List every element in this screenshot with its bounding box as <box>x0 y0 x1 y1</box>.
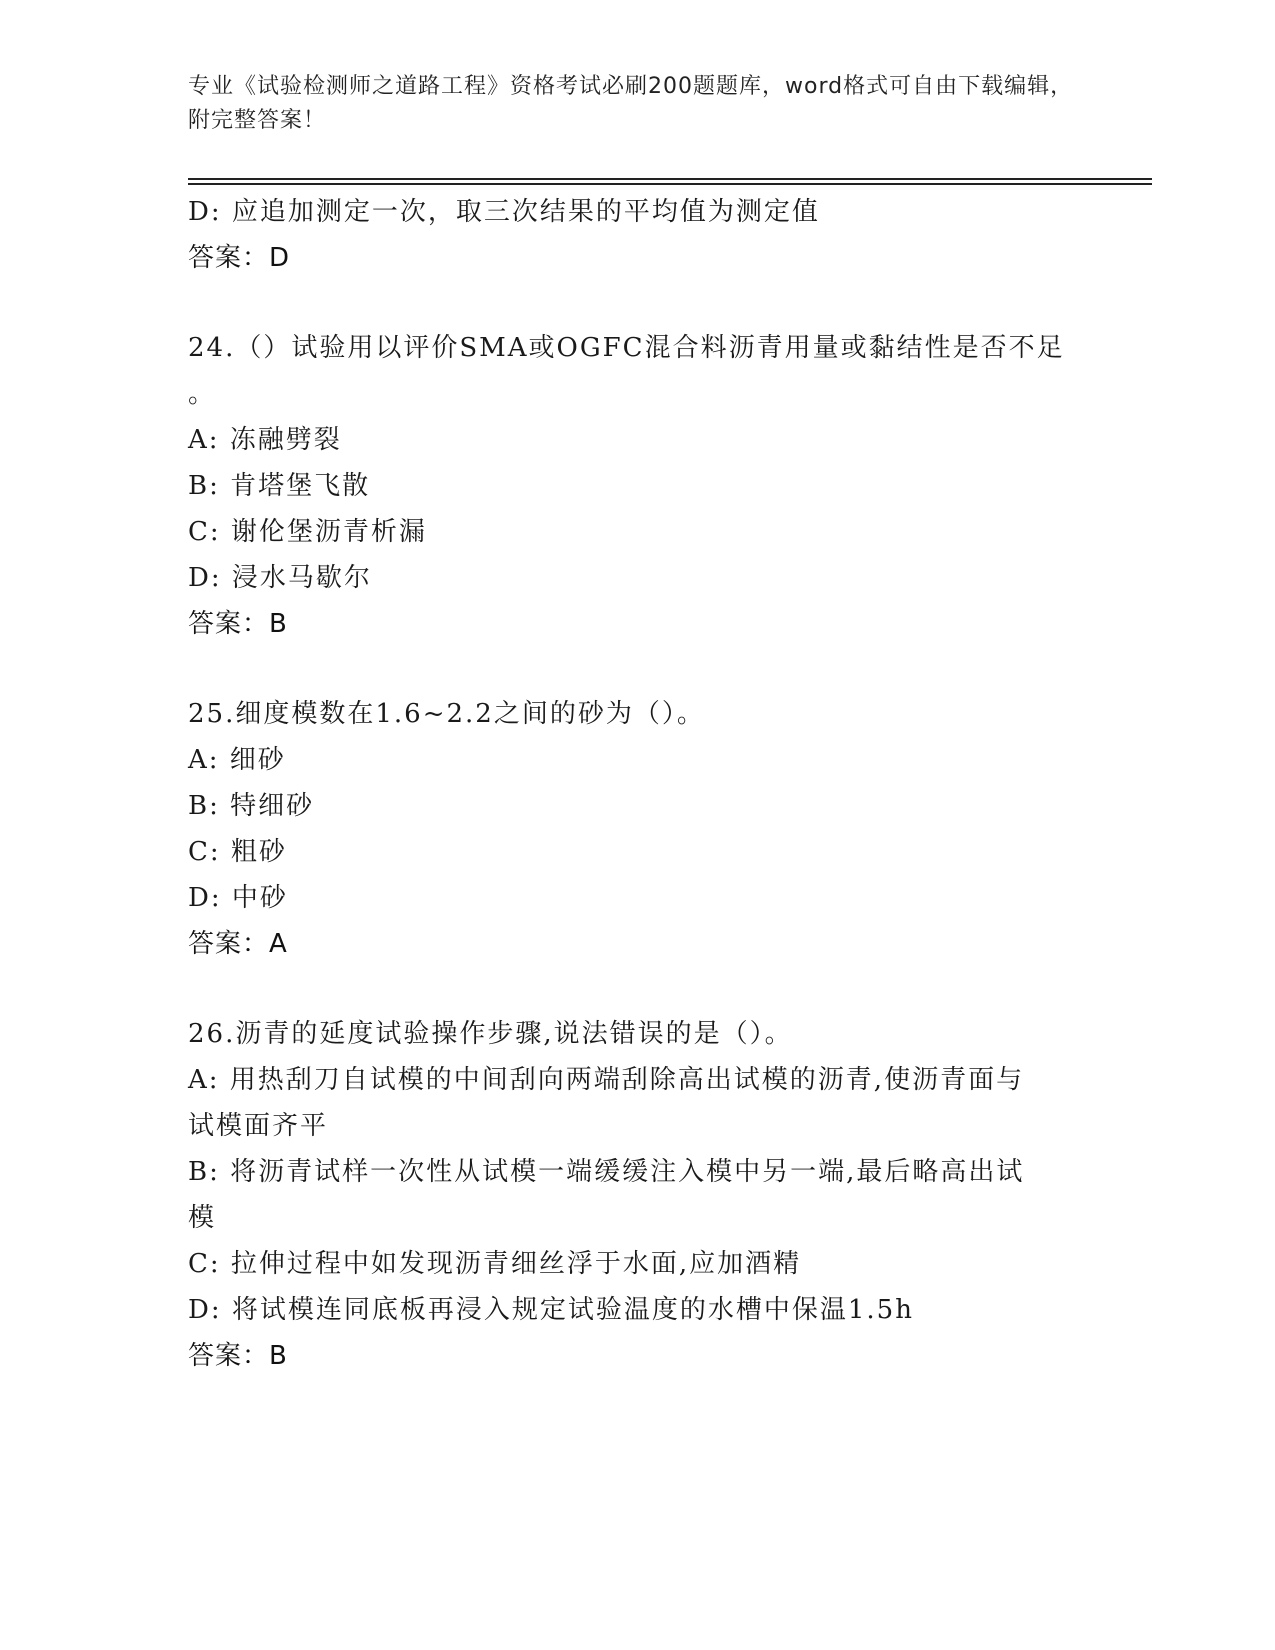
question-24 <box>188 325 1068 647</box>
header-rule-bottom <box>188 183 1152 185</box>
question-stem: 26.沥青的延度试验操作步骤,说法错误的是（）。 <box>188 1019 793 1049</box>
question-23-continuation <box>188 189 1068 281</box>
header-rule-top <box>188 178 1152 180</box>
option-b: B: 特细砂 <box>188 791 315 821</box>
option-a: A: 用热刮刀自试模的中间刮向两端刮除高出试模的沥青,使沥青面与 <box>188 1065 1025 1095</box>
option-a: A: 细砂 <box>188 745 286 775</box>
question-25 <box>188 691 1068 967</box>
option-b-continuation: 模 <box>188 1203 217 1233</box>
question-content <box>188 189 1068 1379</box>
answer: 答案：B <box>188 1341 288 1371</box>
option-c: C: 拉伸过程中如发现沥青细丝浮于水面,应加酒精 <box>188 1249 802 1279</box>
question-stem: 25.细度模数在1.6~2.2之间的砂为（）。 <box>188 699 705 729</box>
answer: 答案：D <box>188 243 291 273</box>
document-header: 专业《试验检测师之道路工程》资格考试必刷200题题库，word格式可自由下载编辑，附完整答案！ <box>188 74 1074 133</box>
question-26 <box>188 1011 1068 1379</box>
question-stem-continuation: 。 <box>188 379 217 409</box>
answer: 答案：A <box>188 929 288 959</box>
option-d: D: 将试模连同底板再浸入规定试验温度的水槽中保温1.5h <box>188 1295 914 1325</box>
option-a: A: 冻融劈裂 <box>188 425 342 455</box>
option-c: C: 谢伦堡沥青析漏 <box>188 517 427 547</box>
option-c: C: 粗砂 <box>188 837 287 867</box>
option-b: B: 将沥青试样一次性从试模一端缓缓注入模中另一端,最后略高出试 <box>188 1157 1025 1187</box>
option-d: D: 浸水马歇尔 <box>188 563 372 593</box>
answer: 答案：B <box>188 609 288 639</box>
option-a-continuation: 试模面齐平 <box>188 1111 329 1141</box>
option-d: D: 应追加测定一次，取三次结果的平均值为测定值 <box>188 197 820 227</box>
option-d: D: 中砂 <box>188 883 288 913</box>
question-stem: 24.（）试验用以评价SMA或OGFC混合料沥青用量或黏结性是否不足 <box>188 333 1065 363</box>
option-b: B: 肯塔堡飞散 <box>188 471 371 501</box>
